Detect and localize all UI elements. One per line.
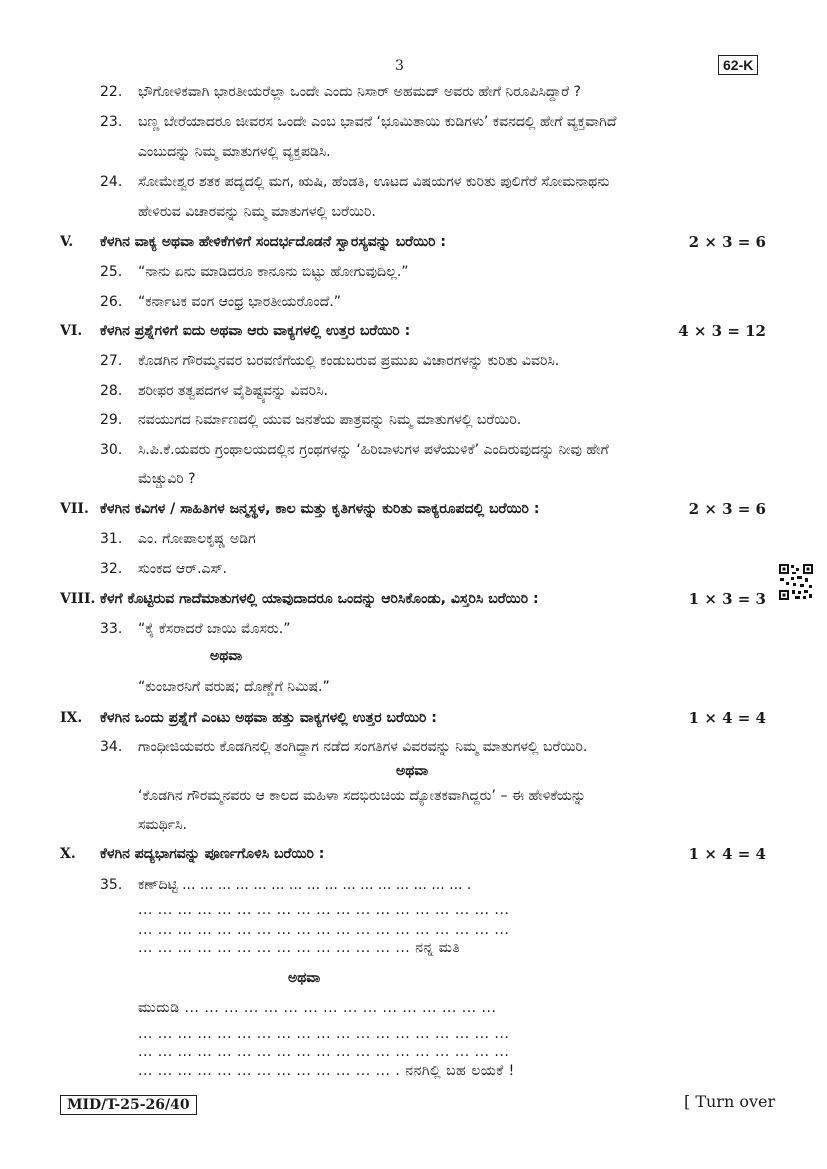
question-text: ಗಾಂಧೀಜಿಯವರು ಕೊಡಗಿನಲ್ಲಿ ತಂಗಿದ್ದಾಗ ನಡೆದ ಸಂಗತಿಗಳ ವಿವರವನ್ನು ನಿಮ್ಮ ಮಾತುಗಳಲ್ಲಿ ಬರೆಯಿರಿ. (138, 739, 588, 755)
section-number: VI. (60, 323, 83, 339)
question-text: ಸೋಮೇಶ್ವರ ಶತಕ ಪದ್ಯದಲ್ಲಿ ಮಗ, ಋಷಿ, ಹೆಂಡತಿ, ಊಟದ ವಿಷಯಗಳ ಕುರಿತು ಪುಲಿಗೆರೆ ಸೋಮನಾಥನು (138, 174, 610, 190)
question-number: 26. (100, 294, 123, 310)
question-25 (100, 262, 775, 282)
question-text: ಸಿ.ಪಿ.ಕೆ.ಯವರು ಗ್ರಂಥಾಲಯದಲ್ಲಿನ ಗ್ರಂಥಗಳನ್ನು ‘ಹಿರಿಬಾಳುಗಳ ಪಳೆಯುಳಿಕೆ’ ಎಂದಿರುವುದನ್ನು ನೀವು ಹೇಗೆ (138, 442, 609, 458)
page-number: 3 (395, 58, 404, 74)
question-text: ಭೌಗೋಳಿಕವಾಗಿ ಭಾರತೀಯರೆಲ್ಲಾ ಒಂದೇ ಎಂದು ನಿಸಾರ್ ಅಹಮದ್ ಅವರು ಹೇಗೆ ನಿರೂಪಿಸಿದ್ದಾರೆ ? (138, 84, 581, 100)
section-marks: 1 × 4 = 4 (688, 709, 766, 727)
section-vi-heading (60, 321, 766, 341)
question-27 (100, 351, 775, 371)
question-text: “ನಾನು ಏನು ಮಾಡಿದರೂ ಕಾನೂನು ಬಿಟ್ಟು ಹೋಗುವುದಿಲ್ಲ.” (138, 264, 409, 280)
question-number: 23. (100, 114, 123, 130)
section-number: VIII. (60, 591, 96, 607)
poem-line: ... ... ... ... ... ... ... ... ... ... ... ... ... . ನನಗಿಲ್ಲಿ ಬಹ ಲಯಕೆ ! (138, 1063, 515, 1079)
section-number: X. (60, 846, 76, 862)
section-marks: 1 × 4 = 4 (688, 845, 766, 863)
section-text: ಕೆಳಗಿನ ಒಂದು ಪ್ರಶ್ನೆಗೆ ಎಂಟು ಅಥವಾ ಹತ್ತು ವಾಕ್ಯಗಳಲ್ಲಿ ಉತ್ತರ ಬರೆಯಿರಿ : (100, 710, 437, 726)
section-marks: 4 × 3 = 12 (678, 322, 766, 340)
section-marks: 1 × 3 = 3 (688, 590, 766, 608)
question-30-cont: ಮೆಚ್ಚುವಿರಿ ? (138, 471, 196, 487)
question-number: 28. (100, 383, 123, 399)
poem-line: ... ... ... ... ... ... ... ... ... ... ... ... ... ... ... ... ... ... ... (138, 902, 510, 918)
question-24 (100, 172, 775, 192)
question-text: “ಕರ್ನಾಟಕ ವಂಗ ಆಂಧ್ರ ಭಾರತೀಯರೊಂದೆ.” (138, 294, 341, 310)
section-number: VII. (60, 501, 89, 517)
poem-line: ... ... ... ... ... ... ... ... ... ... ... ... ... ... ನನ್ನ ಮತಿ (138, 940, 461, 956)
section-number: V. (60, 234, 74, 250)
poem-line: ಕಣ್‌ದಿಟ್ಟಿ ... ... ... ... ... ... ... ... ... ... ... ... ... ... ... ... . (138, 877, 472, 893)
poem-line: ... ... ... ... ... ... ... ... ... ... ... ... ... ... ... ... ... ... ... (138, 1044, 510, 1060)
question-number: 24. (100, 174, 123, 190)
question-22 (100, 82, 775, 102)
footer-code: MID/T-25-26/40 (60, 1095, 197, 1115)
question-24-cont: ಹೇಳಿರುವ ವಿಚಾರವನ್ನು ನಿಮ್ಮ ಮಾತುಗಳಲ್ಲಿ ಬರೆಯಿರಿ. (138, 204, 376, 220)
question-34-alt-cont: ಸಮರ್ಥಿಸಿ. (138, 817, 187, 833)
section-number: IX. (60, 710, 83, 726)
question-number: 30. (100, 442, 123, 458)
section-x-heading (60, 844, 766, 864)
or-label: ಅಥವಾ (396, 763, 429, 779)
section-text: ಕೆಳಗಿನ ಪ್ರಶ್ನೆಗಳಿಗೆ ಐದು ಅಥವಾ ಆರು ವಾಕ್ಯಗಳಲ್ಲಿ ಉತ್ತರ ಬರೆಯಿರಿ : (100, 323, 411, 339)
section-ix-heading (60, 708, 766, 728)
question-34 (100, 737, 775, 757)
question-number: 29. (100, 412, 123, 428)
question-text: ಬಣ್ಣ ಬೇರೆಯಾದರೂ ಜೀವರಸ ಒಂದೇ ಎಂಬ ಭಾವನೆ ‘ಭೂಮಿತಾಯಿ ಕುಡಿಗಳು’ ಕವನದಲ್ಲಿ ಹೇಗೆ ವ್ಯಕ್ತವಾಗಿದೆ (138, 114, 617, 130)
section-v-heading (60, 232, 766, 252)
question-number: 27. (100, 353, 123, 369)
question-30 (100, 440, 775, 460)
turn-over-label: [ Turn over (684, 1092, 776, 1111)
section-viii-heading (60, 589, 766, 609)
section-text: ಕೆಳಗಿನ ಪದ್ಯಭಾಗವನ್ನು ಪೂರ್ಣಗೊಳಿಸಿ ಬರೆಯಿರಿ : (100, 846, 325, 862)
question-text: ಸುಂಕದ ಆರ್.ಎಸ್. (138, 561, 227, 577)
question-34-alt: ‘ಕೊಡಗಿನ ಗೌರಮ್ಮನವರು ಆ ಕಾಲದ ಮಹಿಳಾ ಸದಭಿರುಚಿಯ ದ್ಯೋತಕವಾಗಿದ್ದರು’ – ಈ ಹೇಳಿಕೆಯನ್ನು (138, 788, 586, 804)
question-text: ಕೊಡಗಿನ ಗೌರಮ್ಮನವರ ಬರವಣಿಗೆಯಲ್ಲಿ ಕಂಡುಬರುವ ಪ್ರಮುಖ ವಿಚಾರಗಳನ್ನು ಕುರಿತು ವಿವರಿಸಿ. (138, 353, 560, 369)
section-marks: 2 × 3 = 6 (688, 233, 766, 251)
question-number: 31. (100, 531, 123, 547)
or-label: ಅಥವಾ (210, 648, 243, 664)
question-number: 25. (100, 264, 123, 280)
question-33-alt: “ಕುಂಬಾರನಿಗೆ ವರುಷ; ದೊಣ್ಣೆಗೆ ನಿಮಿಷ.” (138, 679, 330, 695)
question-text: “ಕೈ ಕೆಸರಾದರೆ ಬಾಯಿ ಮೊಸರು.” (138, 621, 291, 637)
question-text: ಶರೀಫರ ತತ್ವಪದಗಳ ವೈಶಿಷ್ಟ್ಯವನ್ನು ವಿವರಿಸಿ. (138, 383, 328, 399)
question-33 (100, 619, 775, 639)
question-28 (100, 381, 775, 401)
question-number: 32. (100, 561, 123, 577)
question-number: 35. (100, 877, 123, 893)
question-number: 22. (100, 84, 123, 100)
question-text: ನವಯುಗದ ನಿರ್ಮಾಣದಲ್ಲಿ ಯುವ ಜನತೆಯ ಪಾತ್ರವನ್ನು ನಿಮ್ಮ ಮಾತುಗಳಲ್ಲಿ ಬರೆಯಿರಿ. (138, 412, 522, 428)
qr-code-icon (778, 563, 814, 601)
section-marks: 2 × 3 = 6 (688, 500, 766, 518)
question-26 (100, 292, 775, 312)
question-23 (100, 112, 775, 132)
question-23-cont: ಎಂಬುದನ್ನು ನಿಮ್ಮ ಮಾತುಗಳಲ್ಲಿ ವ್ಯಕ್ತಪಡಿಸಿ. (138, 144, 331, 160)
question-31 (100, 529, 775, 549)
question-number: 34. (100, 739, 123, 755)
section-text: ಕೆಳಗೆ ಕೊಟ್ಟಿರುವ ಗಾದೆಮಾತುಗಳಲ್ಲಿ ಯಾವುದಾದರೂ ಒಂದನ್ನು ಆರಿಸಿಕೊಂಡು, ವಿಸ್ತರಿಸಿ ಬರೆಯಿರಿ : (100, 591, 539, 607)
question-32 (100, 559, 775, 579)
or-label: ಅಥವಾ (288, 970, 321, 986)
question-number: 33. (100, 621, 123, 637)
poem-line: ಮುದುಡಿ ... ... ... ... ... ... ... ... ... ... ... ... ... ... ... ... (138, 1000, 497, 1016)
section-vii-heading (60, 499, 766, 519)
paper-code: 62-K (718, 55, 758, 75)
question-29 (100, 410, 775, 430)
poem-line: ... ... ... ... ... ... ... ... ... ... ... ... ... ... ... ... ... ... ... (138, 1026, 510, 1042)
question-text: ಎಂ. ಗೋಪಾಲಕೃಷ್ಣ ಅಡಿಗ (138, 531, 256, 547)
poem-line: ... ... ... ... ... ... ... ... ... ... ... ... ... ... ... ... ... ... ... (138, 922, 510, 938)
section-text: ಕೆಳಗಿನ ಕವಿಗಳ / ಸಾಹಿತಿಗಳ ಜನ್ಮಸ್ಥಳ, ಕಾಲ ಮತ್ತು ಕೃತಿಗಳನ್ನು ಕುರಿತು ವಾಕ್ಯರೂಪದಲ್ಲಿ ಬರೆಯಿರಿ : (100, 501, 540, 517)
question-35 (100, 875, 775, 895)
section-text: ಕೆಳಗಿನ ವಾಕ್ಯ ಅಥವಾ ಹೇಳಿಕೆಗಳಿಗೆ ಸಂದರ್ಭದೊಡನೆ ಸ್ವಾರಸ್ಯವನ್ನು ಬರೆಯಿರಿ : (100, 234, 447, 250)
